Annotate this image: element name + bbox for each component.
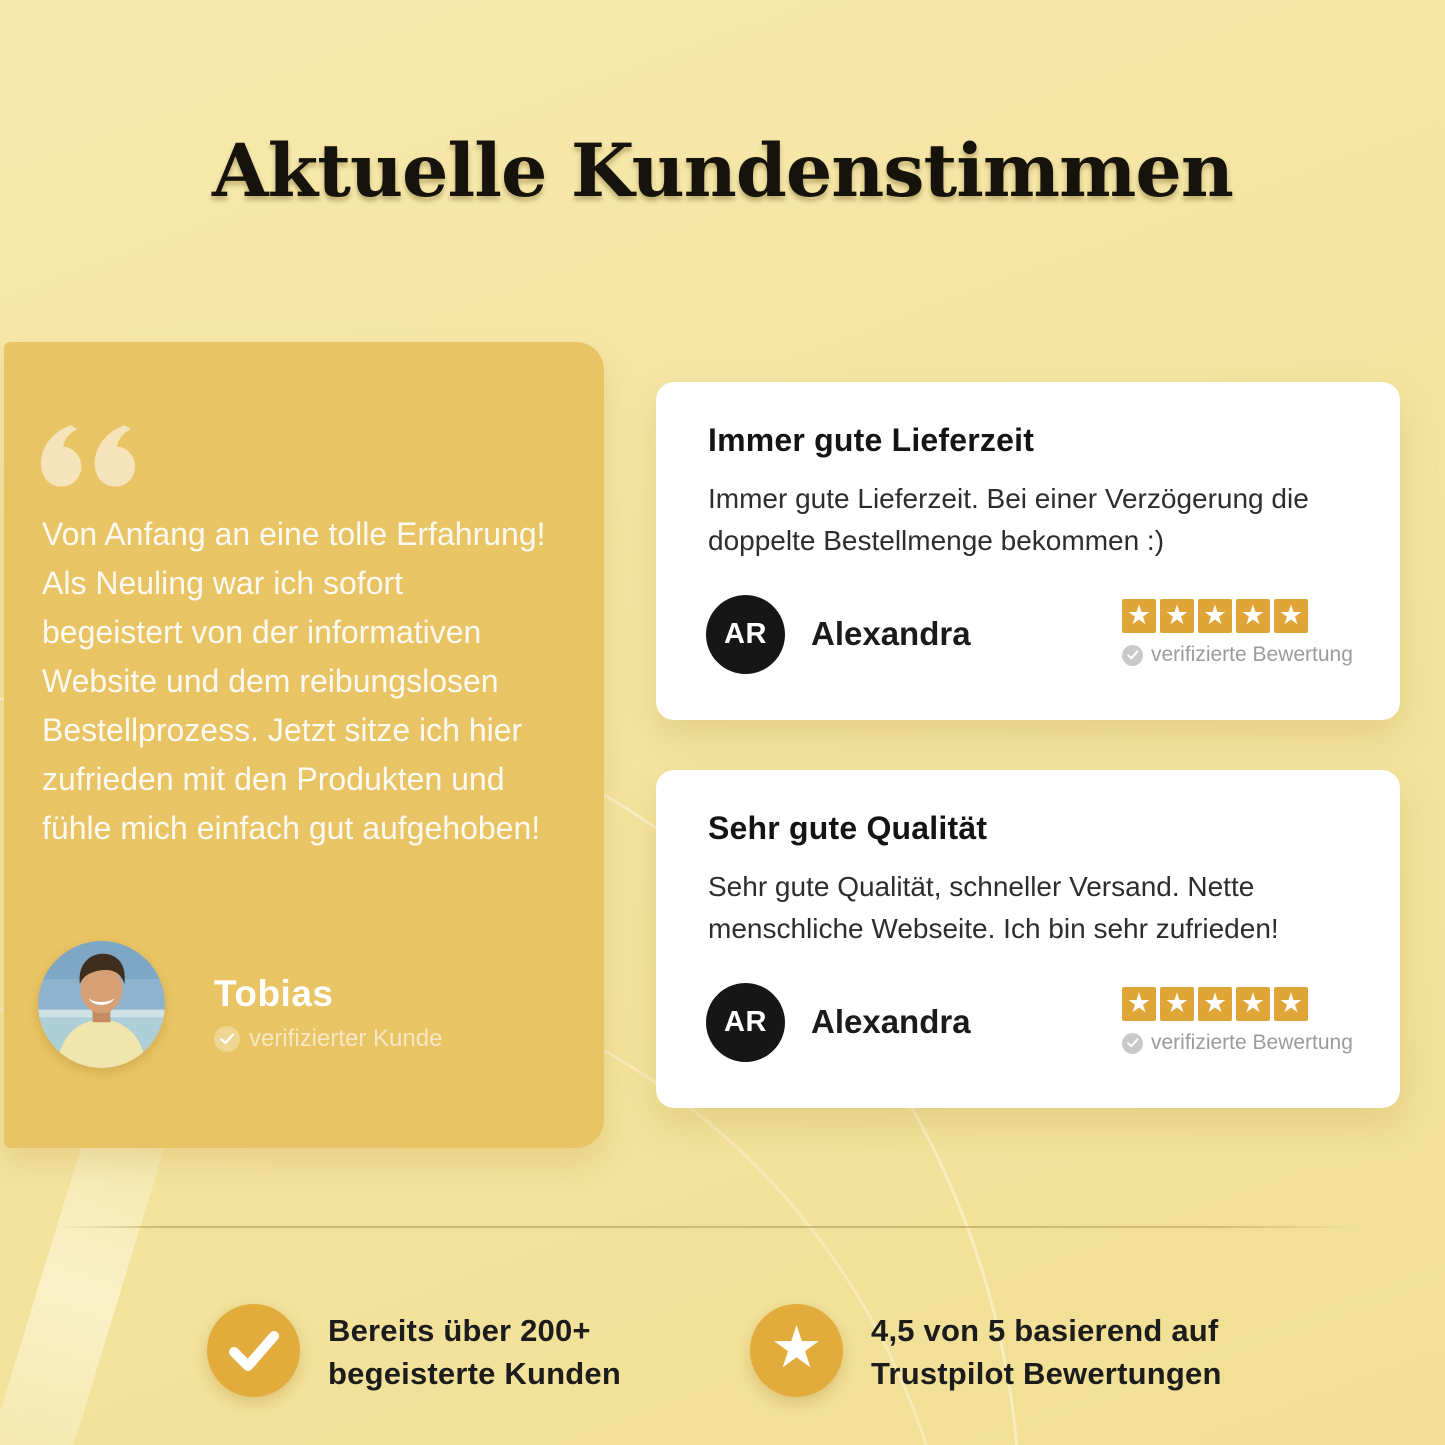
review-body: Sehr gute Qualität, schneller Versand. Nette menschliche Webseite. Ich bin sehr zufrieden! — [708, 871, 1279, 944]
verified-customer-badge — [214, 1025, 442, 1053]
star-glyph: ★ — [770, 1314, 823, 1380]
star-icon: ★ — [1122, 987, 1156, 1021]
stat-line: Bereits über 200+ — [328, 1313, 591, 1348]
verified-review-label: verifizierte Bewertung — [1151, 643, 1353, 666]
rating-block — [1122, 987, 1353, 1055]
check-icon — [1122, 1033, 1143, 1054]
section-divider — [58, 1226, 1360, 1228]
reviewer-initials-avatar: AR — [706, 983, 785, 1062]
review-card-1 — [656, 382, 1400, 720]
stat-trustpilot — [750, 1304, 1222, 1397]
star-icon: ★ — [1160, 987, 1194, 1021]
star-icon: ★ — [1198, 987, 1232, 1021]
review-body: Immer gute Lieferzeit. Bei einer Verzögerung die doppelte Bestellmenge bekommen :) — [708, 483, 1309, 556]
star-icon — [750, 1304, 843, 1397]
testimonial-author — [38, 941, 558, 1071]
reviewer-initials-avatar: AR — [706, 595, 785, 674]
review-title: Immer gute Lieferzeit — [708, 422, 1035, 458]
star-icon: ★ — [1236, 987, 1270, 1021]
verified-review-badge — [1122, 643, 1353, 667]
star-icon: ★ — [1122, 599, 1156, 633]
star-icon: ★ — [1274, 987, 1308, 1021]
stat-line: begeisterte Kunden — [328, 1356, 621, 1391]
star-icon: ★ — [1160, 599, 1194, 633]
reviewer-name: Alexandra — [811, 615, 971, 652]
verified-review-label: verifizierte Bewertung — [1151, 1031, 1353, 1054]
testimonial-quote: Von Anfang an eine tolle Erfahrung! Als Neuling war ich sofort begeistert von der informativen Website und dem reibungslosen Bestellprozess. Jetzt sitze ich hier zufrieden mit den Produkten und fühle mich einfach gut aufgehoben! — [42, 516, 546, 846]
star-icon: ★ — [1198, 599, 1232, 633]
quote-icon — [40, 422, 136, 490]
stat-customers — [207, 1304, 621, 1397]
stat-trustpilot-text — [871, 1304, 1222, 1395]
avatar-photo — [38, 941, 165, 1068]
star-rating — [1122, 987, 1353, 1021]
stat-line: 4,5 von 5 basierend auf — [871, 1313, 1219, 1348]
featured-testimonial-card — [4, 342, 604, 1148]
review-title: Sehr gute Qualität — [708, 810, 988, 846]
review-card-2 — [656, 770, 1400, 1108]
star-icon: ★ — [1274, 599, 1308, 633]
rating-block — [1122, 599, 1353, 667]
verified-review-badge — [1122, 1031, 1353, 1055]
author-name: Tobias — [214, 973, 334, 1014]
stat-line: Trustpilot Bewertungen — [871, 1356, 1222, 1391]
check-icon — [214, 1026, 240, 1052]
star-icon: ★ — [1236, 599, 1270, 633]
check-icon — [207, 1304, 300, 1397]
check-icon — [1122, 645, 1143, 666]
verified-customer-label: verifizierter Kunde — [249, 1025, 443, 1052]
star-rating — [1122, 599, 1353, 633]
page-title: Aktuelle Kundenstimmen — [212, 128, 1233, 214]
reviewer-name: Alexandra — [811, 1003, 971, 1040]
stat-customers-text — [328, 1304, 621, 1395]
